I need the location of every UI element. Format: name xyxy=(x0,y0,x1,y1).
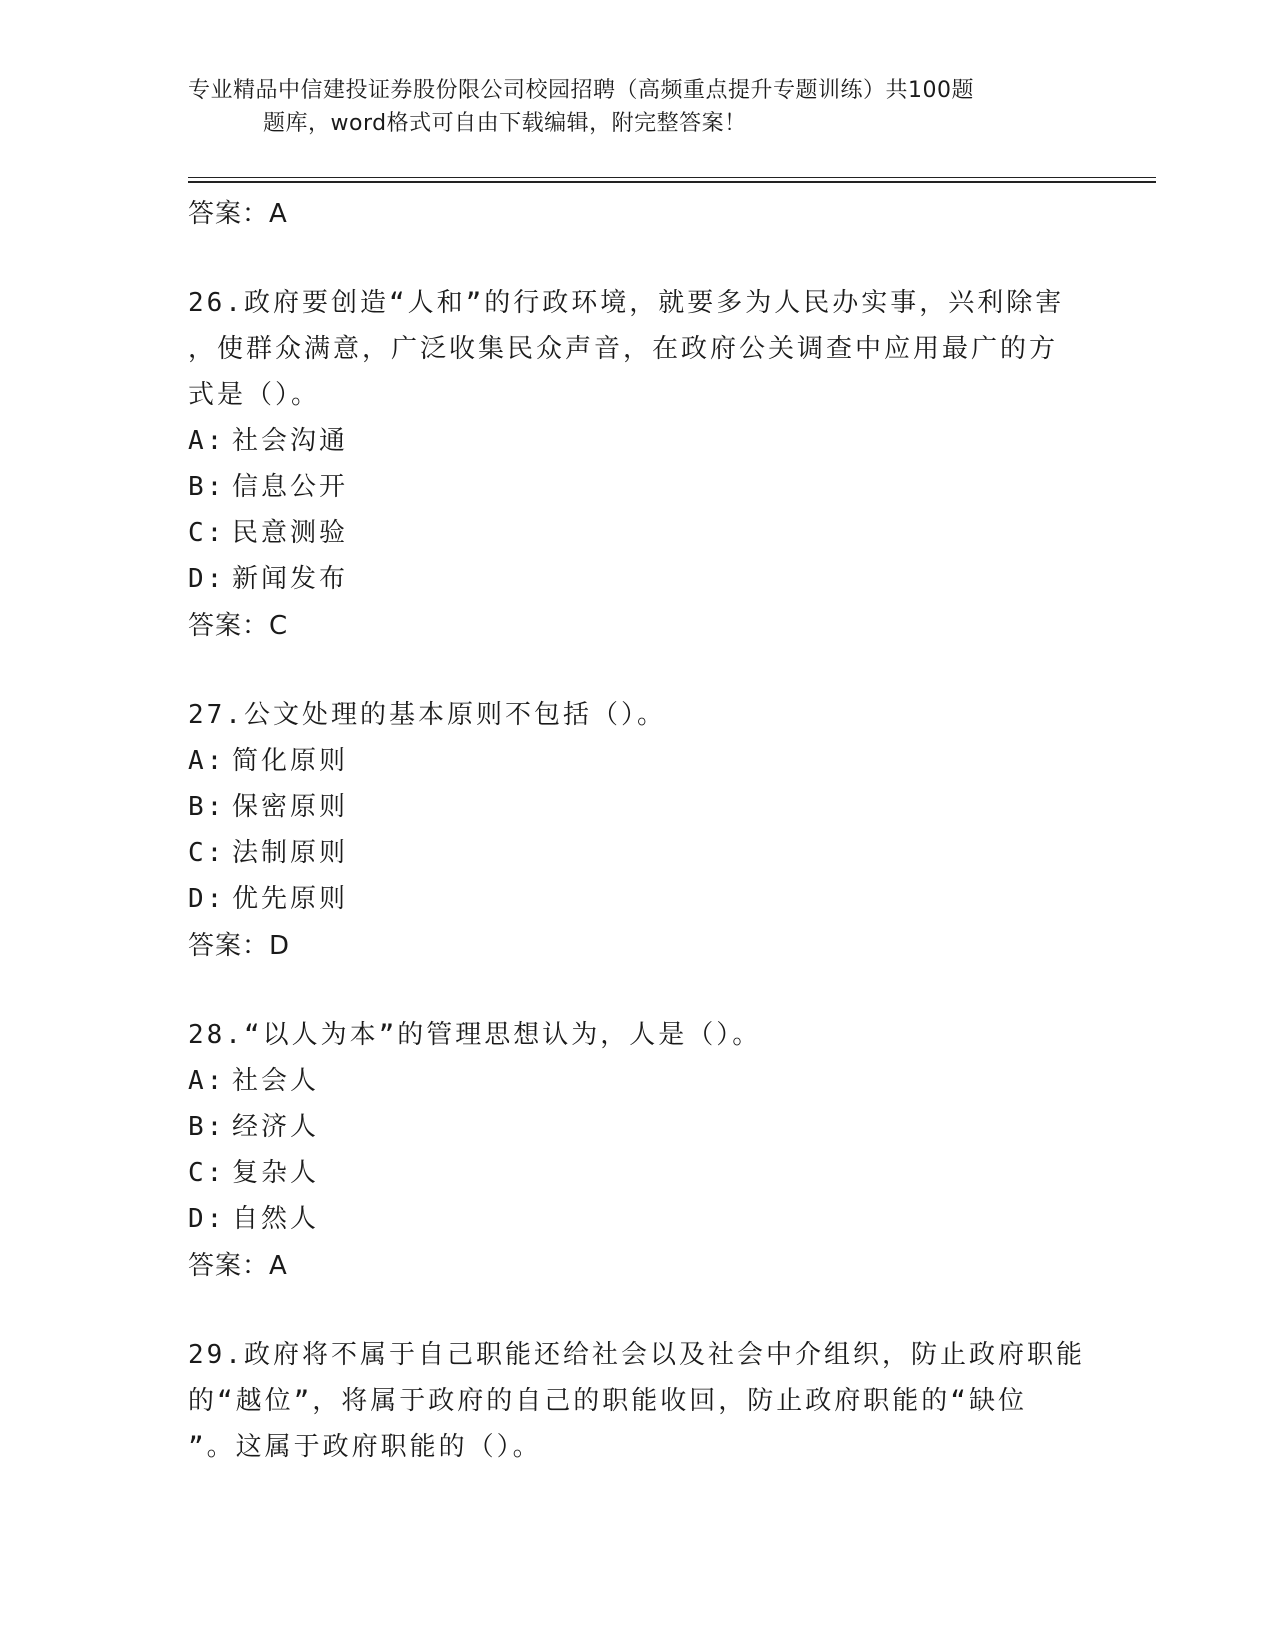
page-header xyxy=(188,74,1068,140)
option-c xyxy=(188,830,1108,876)
option-b xyxy=(188,784,1108,830)
option-letter: D: xyxy=(188,884,226,914)
question-stem-line: 29.政府将不属于自己职能还给社会以及社会中介组织，防止政府职能 xyxy=(188,1340,1085,1370)
option-letter: C: xyxy=(188,838,226,868)
option-a xyxy=(188,738,1108,784)
option-text: 民意测验 xyxy=(232,518,349,548)
option-text: 自然人 xyxy=(232,1204,320,1234)
question-stem xyxy=(188,1332,1108,1470)
option-letter: C: xyxy=(188,1158,226,1188)
option-letter: D: xyxy=(188,1204,226,1234)
option-d xyxy=(188,556,1108,602)
question-spacer xyxy=(188,970,1108,1012)
header-title-line-2: 题库，word格式可自由下载编辑，附完整答案！ xyxy=(263,111,747,136)
option-b xyxy=(188,464,1108,510)
option-text: 优先原则 xyxy=(232,884,349,914)
question-spacer xyxy=(188,650,1108,692)
question-26 xyxy=(188,280,1108,650)
question-spacer xyxy=(188,238,1108,280)
question-stem xyxy=(188,692,1108,738)
option-d xyxy=(188,1196,1108,1242)
question-27 xyxy=(188,692,1108,970)
option-text: 法制原则 xyxy=(232,838,349,868)
option-text: 新闻发布 xyxy=(232,564,349,594)
option-letter: A: xyxy=(188,746,226,776)
header-title-line-1: 专业精品中信建投证券股份限公司校园招聘（高频重点提升专题训练）共100题 xyxy=(188,78,974,103)
option-text: 复杂人 xyxy=(232,1158,320,1188)
option-letter: B: xyxy=(188,1112,226,1142)
option-c xyxy=(188,510,1108,556)
question-28 xyxy=(188,1012,1108,1290)
option-text: 保密原则 xyxy=(232,792,349,822)
option-a xyxy=(188,418,1108,464)
question-stem xyxy=(188,280,1108,418)
option-d xyxy=(188,876,1108,922)
question-stem-line: ，使群众满意，广泛收集民众声音，在政府公关调查中应用最广的方 xyxy=(188,334,1059,364)
question-29 xyxy=(188,1332,1108,1470)
question-stem-line: ”。这属于政府职能的（）。 xyxy=(188,1432,542,1462)
option-letter: A: xyxy=(188,426,226,456)
question-list xyxy=(188,190,1108,1470)
question-stem-line: 的“越位”，将属于政府的自己的职能收回，防止政府职能的“缺位 xyxy=(188,1386,1027,1416)
question-stem-line: 27.公文处理的基本原则不包括（）。 xyxy=(188,700,666,730)
option-letter: B: xyxy=(188,472,226,502)
option-text: 经济人 xyxy=(232,1112,320,1142)
question-stem-line: 26.政府要创造“人和”的行政环境，就要多为人民办实事，兴利除害 xyxy=(188,288,1065,318)
answer-line: 答案：A xyxy=(188,199,288,229)
option-text: 社会人 xyxy=(232,1066,320,1096)
question-stem xyxy=(188,1012,1108,1058)
answer-line: 答案：A xyxy=(188,1251,288,1281)
option-b xyxy=(188,1104,1108,1150)
answer-line: 答案：D xyxy=(188,931,291,961)
option-a xyxy=(188,1058,1108,1104)
answer-line: 答案：C xyxy=(188,611,289,641)
option-letter: B: xyxy=(188,792,226,822)
question-spacer xyxy=(188,1290,1108,1332)
option-letter: A: xyxy=(188,1066,226,1096)
option-letter: C: xyxy=(188,518,226,548)
question-stem-line: 28.“以人为本”的管理思想认为，人是（）。 xyxy=(188,1020,762,1050)
option-c xyxy=(188,1150,1108,1196)
option-text: 社会沟通 xyxy=(232,426,349,456)
question-stem-line: 式是（）。 xyxy=(188,380,321,410)
option-text: 简化原则 xyxy=(232,746,349,776)
option-text: 信息公开 xyxy=(232,472,349,502)
header-divider xyxy=(188,177,1156,183)
option-letter: D: xyxy=(188,564,226,594)
